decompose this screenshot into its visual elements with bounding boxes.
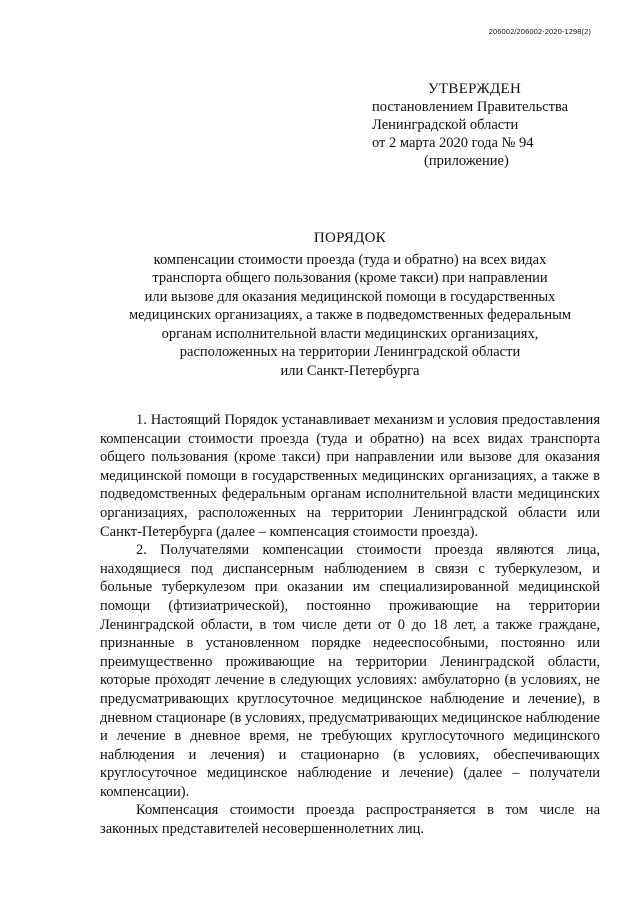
approved-title: УТВЕРЖДЕН (428, 81, 522, 97)
paragraph-1: 1. Настоящий Порядок устанавливает механизм и условия предоставления компенсации стоимости проезда (туда и обратно) на всех видах транспорта общего пользования (кроме такси) при направлении или вызове для оказания медицинской помощи в государственных медицинских организациях, а также в подведомственных федеральным органам исполнительной власти медицинских организациях, расположенных на территории Ленинградской области или Санкт-Петербурга (далее – компенсация стоимости проезда). (100, 412, 600, 540)
approval-stamp (372, 80, 602, 170)
title-line: транспорта общего пользования (кроме такси) при направлении (152, 270, 548, 286)
document-title: ПОРЯДОК (313, 230, 387, 246)
title-line: или вызове для оказания медицинской помощи в государственных (144, 288, 556, 305)
approval-appendix: (приложение) (424, 153, 509, 169)
document-title-block (80, 229, 620, 380)
document-id: 206002/206002-2020-1298(2) (488, 27, 591, 36)
paragraph-3: Компенсация стоимости проезда распространяется в том числе на законных представителей несовершеннолетних лиц. (100, 802, 600, 838)
approval-line-3: от 2 марта 2020 года № 94 (372, 135, 534, 151)
title-line: или Санкт-Петербурга (280, 362, 420, 379)
title-line: органам исполнительной власти медицинских организациях, (161, 325, 539, 342)
document-body (100, 411, 600, 839)
title-line: компенсации стоимости проезда (туда и обратно) на всех видах (153, 251, 547, 268)
approval-line-1: постановлением Правительства (372, 99, 569, 115)
title-line: расположенных на территории Ленинградской области (179, 344, 521, 360)
title-line: медицинских организациях, а также в подведомственных федеральным (128, 307, 572, 323)
paragraph-2: 2. Получателями компенсации стоимости проезда являются лица, находящиеся под диспансерным наблюдением в связи с туберкулезом, и больные туберкулезом при оказании им специализированной медицинской помощи (фтизиатрической), постоянно проживающие на территории Ленинградской области, в том числе дети от 0 до 18 лет, а также граждане, признанные в установленном порядке недееспособными, постоянно или преимущественно проживающие на территории Ленинградской области, которые проходят лечение в следующих условиях: амбулаторно (в условиях, не предусматривающих круглосуточное медицинское наблюдение и лечение), в дневном стационаре (в условиях, предусматривающих медицинское наблюдение и лечение в дневное время, не требующих круглосуточного медицинского наблюдения и лечения) и стационарно (в условиях, обеспечивающих круглосуточное медицинское наблюдение и лечение) (далее – получатели компенсации). (100, 542, 600, 800)
approval-line-2: Ленинградской области (372, 117, 519, 133)
